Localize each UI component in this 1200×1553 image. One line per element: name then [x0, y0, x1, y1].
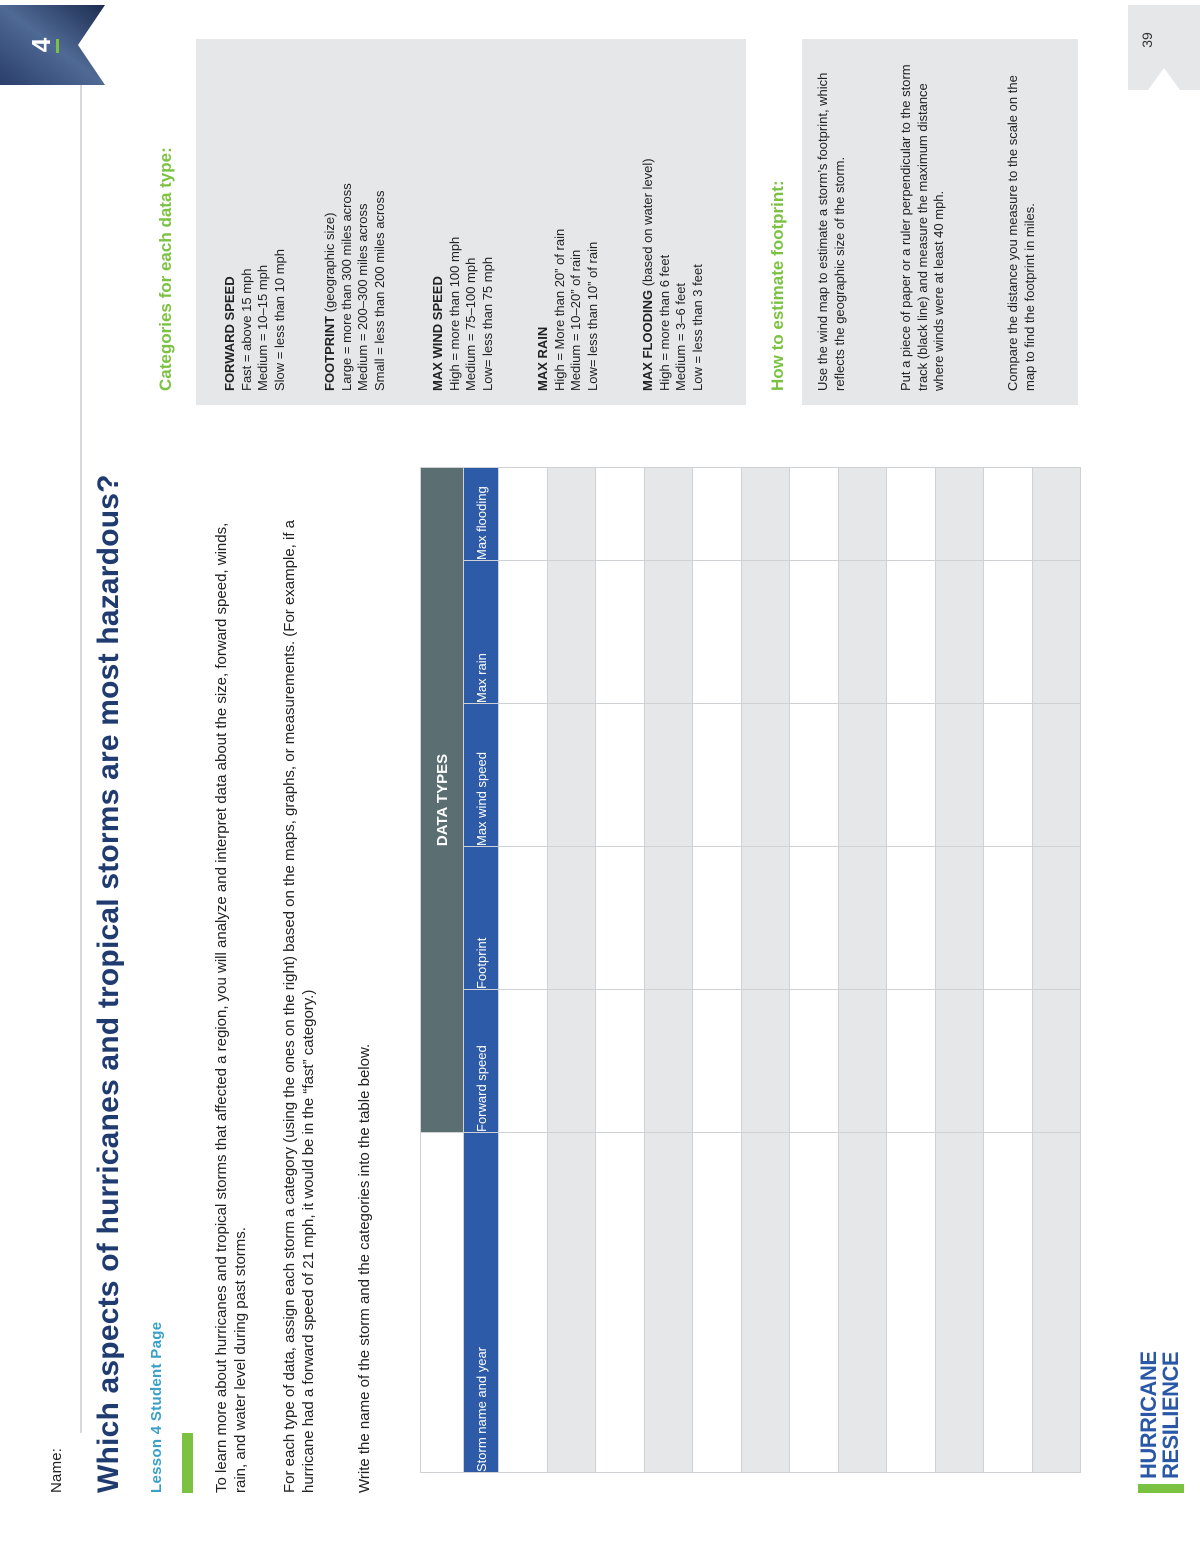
name-label: Name:	[48, 1447, 65, 1493]
table-cell[interactable]	[499, 990, 548, 1133]
table-cell[interactable]	[935, 467, 984, 560]
table-cell[interactable]	[1032, 467, 1081, 560]
max-rain-line: Medium = 10–20” of rain	[568, 249, 583, 391]
table-cell[interactable]	[741, 1133, 790, 1473]
footprint-line: Small = less than 200 miles across	[371, 190, 387, 391]
table-cell[interactable]	[984, 561, 1033, 704]
table-cell[interactable]	[838, 704, 887, 847]
table-cell[interactable]	[1032, 990, 1081, 1133]
intro-paragraph-2: For each type of data, assign each storm a category (using the ones on the right) based on the maps, graphs, or measurements. (For example, if a hurricane had a forward speed of 21 mph, it would be in the “fast” category.)	[281, 519, 317, 1493]
table-cell[interactable]	[741, 990, 790, 1133]
logo-line-1: HURRICANE	[1136, 1351, 1161, 1479]
category-max-rain	[535, 229, 601, 391]
column-header-footprint: Footprint	[464, 847, 499, 990]
table-cell[interactable]	[693, 847, 742, 990]
table-cell[interactable]	[838, 467, 887, 560]
table-cell[interactable]	[790, 561, 839, 704]
table-cell[interactable]	[741, 467, 790, 560]
column-header-max-wind: Max wind speed	[464, 704, 499, 847]
table-cell[interactable]	[644, 1133, 693, 1473]
table-cell[interactable]	[741, 561, 790, 704]
table-cell[interactable]	[935, 561, 984, 704]
table-cell[interactable]	[693, 990, 742, 1133]
table-cell[interactable]	[499, 1133, 548, 1473]
category-max-wind	[430, 237, 496, 391]
table-cell[interactable]	[887, 1133, 936, 1473]
table-cell[interactable]	[547, 847, 596, 990]
table-cell[interactable]	[596, 990, 645, 1133]
table-cell[interactable]	[741, 704, 790, 847]
table-cell[interactable]	[547, 704, 596, 847]
table-cell[interactable]	[547, 467, 596, 560]
table-cell[interactable]	[984, 990, 1033, 1133]
footprint-heading: FOOTPRINT	[322, 315, 337, 391]
lesson-label: Lesson 4 Student Page	[148, 1321, 165, 1493]
accent-bar	[182, 1433, 193, 1493]
table-row	[499, 467, 548, 1472]
table-cell[interactable]	[984, 847, 1033, 990]
table-cell[interactable]	[1032, 561, 1081, 704]
category-footprint	[322, 183, 388, 391]
table-cell[interactable]	[984, 1133, 1033, 1473]
table-row	[838, 467, 887, 1472]
table-cell[interactable]	[644, 467, 693, 560]
max-flooding-line: Medium = 3–6 feet	[673, 282, 688, 391]
table-row	[547, 467, 596, 1472]
name-line[interactable]	[80, 73, 82, 1433]
max-wind-line: Low= less than 75 mph	[479, 256, 495, 391]
table-cell[interactable]	[838, 1133, 887, 1473]
footprint-help-p2: Put a piece of paper or a ruler perpendicular to the storm track (black line) and measure the maximum distance where winds were at least 40 mph.	[898, 64, 946, 391]
intro-paragraph-3: Write the name of the storm and the categories into the table below.	[356, 1043, 373, 1493]
forward-speed-line: Fast = above 15 mph	[238, 268, 254, 391]
table-row	[1032, 467, 1081, 1472]
table-cell[interactable]	[596, 561, 645, 704]
table-cell[interactable]	[499, 467, 548, 560]
table-cell[interactable]	[644, 990, 693, 1133]
table-cell[interactable]	[935, 847, 984, 990]
table-cell[interactable]	[790, 847, 839, 990]
forward-speed-line: Slow = less than 10 mph	[271, 249, 287, 391]
column-header-max-rain: Max rain	[464, 561, 499, 704]
max-wind-line: High = more than 100 mph	[446, 236, 462, 391]
table-cell[interactable]	[790, 467, 839, 560]
table-cell[interactable]	[547, 990, 596, 1133]
table-row	[790, 467, 839, 1472]
table-cell[interactable]	[887, 467, 936, 560]
footprint-help-p3: Compare the distance you measure to the scale on the map to find the footprint in miles.	[1005, 75, 1037, 391]
table-cell[interactable]	[596, 1133, 645, 1473]
categories-title: Categories for each data type:	[156, 147, 175, 391]
table-row	[887, 467, 936, 1472]
page-title: Which aspects of hurricanes and tropical storms are most hazardous?	[92, 474, 125, 1493]
lesson-badge-ribbon	[0, 0, 105, 93]
lesson-number: 4	[26, 37, 56, 53]
table-cell[interactable]	[693, 1133, 742, 1473]
logo-accent-bar	[1138, 1484, 1184, 1493]
table-cell[interactable]	[887, 990, 936, 1133]
table-row	[693, 467, 742, 1472]
table-cell[interactable]	[935, 1133, 984, 1473]
table-cell[interactable]	[838, 561, 887, 704]
table-body	[499, 467, 1081, 1472]
table-cell[interactable]	[838, 990, 887, 1133]
table-cell[interactable]	[887, 561, 936, 704]
table-cell[interactable]	[838, 847, 887, 990]
footprint-suffix: (geographic size)	[322, 212, 337, 316]
table-cell[interactable]	[596, 704, 645, 847]
table-cell[interactable]	[499, 847, 548, 990]
page-number: 39	[1139, 32, 1155, 48]
table-cell[interactable]	[547, 561, 596, 704]
table-cell[interactable]	[790, 990, 839, 1133]
category-forward-speed	[222, 249, 288, 391]
table-row	[935, 467, 984, 1472]
table-cell[interactable]	[547, 1133, 596, 1473]
max-rain-line: High = More than 20” of rain	[551, 228, 567, 391]
table-row	[741, 467, 790, 1472]
table-cell[interactable]	[644, 704, 693, 847]
table-cell[interactable]	[790, 1133, 839, 1473]
column-header-max-flooding: Max flooding	[464, 467, 499, 560]
table-cell[interactable]	[1032, 1133, 1081, 1473]
table-cell[interactable]	[644, 561, 693, 704]
table-cell[interactable]	[984, 704, 1033, 847]
column-header-storm-name: Storm name and year	[464, 1133, 499, 1473]
max-flooding-line: High = more than 6 feet	[656, 254, 672, 391]
max-flooding-heading: MAX FLOODING	[640, 289, 655, 391]
table-cell[interactable]	[887, 704, 936, 847]
table-cell[interactable]	[887, 847, 936, 990]
footprint-help-title: How to estimate footprint:	[768, 180, 787, 391]
table-cell[interactable]	[935, 990, 984, 1133]
table-cell[interactable]	[741, 847, 790, 990]
table-row	[984, 467, 1033, 1472]
intro-paragraph-1: To learn more about hurricanes and tropical storms that affected a region, you will analyze and interpret data about the size, forward speed, winds, rain, and water level during past storms.	[213, 522, 249, 1493]
table-cell[interactable]	[1032, 847, 1081, 990]
table-cell[interactable]	[1032, 704, 1081, 847]
page-number-tab	[1128, 5, 1200, 90]
table-row	[596, 467, 645, 1472]
max-wind-line: Medium = 75–100 mph	[463, 257, 478, 391]
footprint-line: Medium = 200–300 miles across	[355, 203, 370, 391]
table-cell[interactable]	[693, 704, 742, 847]
column-header-forward-speed: Forward speed	[464, 990, 499, 1133]
table-cell[interactable]	[499, 561, 548, 704]
table-cell[interactable]	[693, 467, 742, 560]
max-rain-heading: MAX RAIN	[535, 326, 550, 391]
category-max-flooding	[640, 158, 706, 391]
table-cell[interactable]	[693, 561, 742, 704]
max-rain-line: Low= less than 10” of rain	[584, 241, 600, 391]
data-types-header: DATA TYPES	[421, 467, 464, 1132]
table-cell[interactable]	[596, 847, 645, 990]
ribbon-accent	[56, 39, 59, 53]
forward-speed-line: Medium = 10–15 mph	[255, 264, 270, 391]
max-flooding-suffix: (based on water level)	[640, 158, 655, 290]
table-row	[644, 467, 693, 1472]
logo-line-2: RESILIENCE	[1158, 1351, 1183, 1479]
max-flooding-line: Low = less than 3 feet	[689, 264, 705, 391]
table-cell[interactable]	[935, 704, 984, 847]
footprint-line: Large = more than 300 miles across	[338, 183, 354, 391]
footprint-help-p1: Use the wind map to estimate a storm’s footprint, which reflects the geographic size of the storm.	[815, 72, 847, 391]
table-cell[interactable]	[596, 467, 645, 560]
table-cell[interactable]	[790, 704, 839, 847]
forward-speed-heading: FORWARD SPEED	[222, 276, 237, 391]
table-cell[interactable]	[644, 847, 693, 990]
max-wind-heading: MAX WIND SPEED	[430, 276, 445, 391]
table-cell[interactable]	[984, 467, 1033, 560]
table-cell[interactable]	[499, 704, 548, 847]
table-corner	[421, 1133, 464, 1473]
storm-data-table	[420, 467, 1081, 1473]
